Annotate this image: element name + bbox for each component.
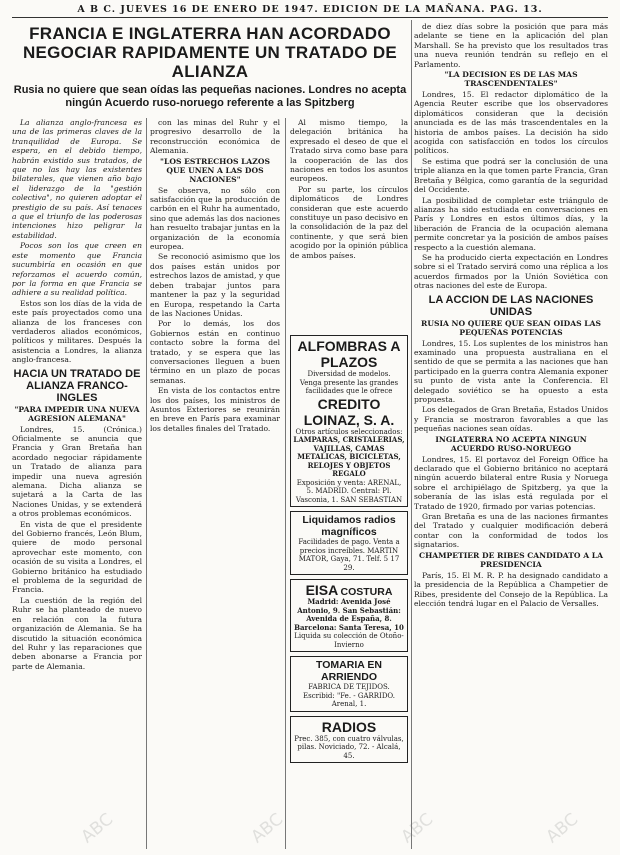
- article-paragraph: Estos son los días de la vida de este país proyectados como una alianza de los franceses con verdaderos aliados económicos, políticos y militares. Después la asistencia a Londres, la alianza anglo-francesa.: [12, 298, 142, 365]
- section-title: LA ACCION DE LAS NACIONES UNIDAS: [428, 293, 594, 318]
- ad-title: TOMARIA EN ARRIENDO: [316, 659, 382, 683]
- ad-eisa: [290, 579, 408, 652]
- section-title: "LA DECISION ES DE LAS MAS TRASCENDENTALES": [444, 70, 578, 89]
- ad-text: Facilidades de pago. Venta a precios increíbles. MARTIN MATOR, Gaya, 71. Telf. 5 17 29.: [298, 538, 400, 572]
- article-column-3: [290, 118, 408, 328]
- article-column-2: [150, 118, 280, 848]
- article-column-1: [12, 118, 142, 848]
- section-subtitle: RUSIA NO QUIERE QUE SEAN OIDAS LAS PEQUEÑAS POTENCIAS: [421, 318, 601, 337]
- ad-subtitle: COSTURA: [340, 586, 393, 598]
- watermark-stamp: ABC: [542, 809, 583, 848]
- advertisements: [290, 335, 408, 848]
- ad-text: Madrid: Avenida José Antonio, 9. San Sebastián: Avenida de España, 8. Barcelona: Santa Teresa, 10: [294, 597, 404, 632]
- ad-subtitle: Otros artículos seleccionados:: [295, 427, 403, 436]
- page-header: A B C. JUEVES 16 DE ENERO DE 1947. EDICION DE LA MAÑANA. PAG. 13.: [12, 4, 608, 18]
- section-title: "LOS ESTRECHOS LAZOS QUE UNEN A LAS DOS NACIONES": [160, 156, 270, 184]
- article-paragraph: Los delegados de Gran Bretaña, Estados Unidos y Francia se mostraron favorables a que las pequeñas naciones sean oídas.: [414, 405, 608, 434]
- article-paragraph: En vista de que el presidente del Gobierno francés, León Blum, quiere de modo personal aprovechar este momento, con ocasión de su visita a Londres, el Gobierno británico ha estudiado el problema de la seguridad de Francia.: [12, 519, 142, 595]
- ad-radios: [290, 511, 408, 575]
- ad-radios-2: [290, 716, 408, 764]
- column-rule: [146, 118, 147, 849]
- ad-text: LAMPARAS, CRISTALERIAS, VAJILLAS, CAMAS METALICAS, BICICLETAS, RELOJES Y OBJETOS REGALO: [293, 435, 405, 478]
- ad-alfombras: [290, 335, 408, 507]
- ad-title: CREDITO LOINAZ, S. A.: [303, 395, 395, 428]
- ad-subtitle: Diversidad de modelos.: [307, 370, 391, 378]
- article-paragraph: La cuestión de la región del Ruhr se ha planteado de nuevo en relación con la futura organización de Alemania. Se ha discutido la situación económica del Ruhr y las reparaciones que deben abonarse a Francia por parte de Alemania.: [12, 595, 142, 671]
- article-paragraph: Se observa, no sólo con satisfacción que la producción de carbón en el Ruhr ha aumentado, sino que además las dos naciones han resuelto trabajar juntas en la organización de la economía europea.: [150, 185, 280, 252]
- article-paragraph: con las minas del Ruhr y el progresivo desarrollo de la reconstrucción económica de Alemania.: [150, 118, 280, 156]
- ad-title: ALFOMBRAS A PLAZOS: [297, 338, 401, 370]
- ad-title: Liquidamos radios magníficos: [302, 514, 396, 538]
- article-paragraph: Al mismo tiempo, la delegación británica ha expresado el deseo de que el Tratado sirva como base para la cooperación de las dos naciones en todos los asuntos europeos.: [290, 118, 408, 184]
- watermark-stamp: ABC: [77, 809, 118, 848]
- article-paragraph: Por lo demás, los dos Gobiernos están en continuo contacto sobre la forma del tratado, y se espera que las conversaciones lleguen a buen término en un plazo de pocas semanas.: [150, 319, 280, 385]
- article-column-4: [414, 22, 608, 848]
- column-rule: [285, 118, 286, 849]
- section-title: CHAMPETIER DE RIBES CANDIDATO A LA PRESIDENCIA: [419, 550, 603, 569]
- ad-text: Prec. 385, con cuatro válvulas, pilas. Noviciado, 72. - Alcalá, 45.: [294, 734, 404, 760]
- ad-address: Exposición y venta: ARENAL, 5. MADRID. Central: Pl. Vasconia, 1. SAN SEBASTIAN: [295, 478, 403, 504]
- article-paragraph: Por su parte, los círculos diplomáticos de Londres consideran que este acuerdo constituye un paso decisivo en la consolidación de la paz del continente, y que será bien acogido por la opinión pública de ambos países.: [290, 184, 408, 260]
- article-paragraph: La posibilidad de completar este triángulo de alianzas ha sido estudiada en conversaciones en París y Londres en estos últimos días, y la liberación de Francia de la ocupación alemana permite concretar ya la posición de ambos países respecto a la cuestión alemana.: [414, 195, 608, 252]
- section-title: INGLATERRA NO ACEPTA NINGUN ACUERDO RUSO-NORUEGO: [435, 434, 587, 453]
- ad-title: EISA: [305, 582, 339, 598]
- ad-title: RADIOS: [321, 718, 377, 735]
- section-subtitle: "PARA IMPEDIR UNA NUEVA AGRESION ALEMANA": [14, 404, 140, 423]
- article-paragraph: La alianza anglo-francesa es una de las primeras claves de la tranquilidad de Europa. Se espera, en el debido tiempo, habrán existido sus tratados, de que no las hay las existentes bilaterales, que vienen año bajo el liderazgo de la "gestión colectiva", no quieren adoptar el prestigio de su país. Así tenaces a que el triunfo de las poderosas intenciones hizo peligrar la estabilidad.: [12, 118, 142, 240]
- article-paragraph: de diez días sobre la posición que para más adelante se tiene en la aplicación del plan Marshall. Se ha previsto que los resultados tras una nueva reunión tendrán su reflejo en el Parlamento.: [414, 22, 608, 69]
- article-paragraph: Se ha producido cierta expectación en Londres sobre si el Tratado servirá como una réplica a los acuerdos firmados por la Unión Soviética con otras naciones del este de Europa.: [414, 252, 608, 291]
- article-paragraph: Se reconoció asimismo que los dos países están unidos por estrechos lazos de amistad, y que deben trabajar juntos para mantener la paz y la seguridad en Europa, respetando la Carta de las Naciones Unidas.: [150, 252, 280, 318]
- article-paragraph: París, 15. El M. R. P. ha designado candidato a la presidencia de la República a Champetier de Ribes, presidente del Consejo de la República. La elección tendrá lugar en el Palacio de Versalles.: [414, 570, 608, 608]
- article-paragraph: En vista de los contactos entre los dos países, los ministros de Asuntos Exteriores se reunirán en breve en París para examinar los detalles finales del Tratado.: [150, 386, 280, 433]
- ad-text: FABRICA DE TEJIDOS. Escribid: "Fe. - GARRIDO. Arenal, 1.: [303, 683, 395, 708]
- watermark-stamp: ABC: [397, 809, 438, 848]
- ad-text: Venga presente las grandes facilidades que le ofrece: [299, 378, 399, 395]
- ad-note: Liquida su colección de Otoño-Invierno: [294, 632, 404, 649]
- article-paragraph: Londres, 15. El redactor diplomático de la Agencia Reuter escribe que los observadores diplomáticos consideran que la decisión anunciada es de las más trascendentales en la historia de ambos países. La decisión ha sido acogida con satisfacción en todos los círculos políticos.: [414, 90, 608, 156]
- section-title: HACIA UN TRATADO DE ALIANZA FRANCO-INGLES: [13, 367, 141, 404]
- article-paragraph: Pocos son los que creen en este momento que Francia sucumbiría en ocasión en que reforzamos el acuerdo común, por la forma en que Francia se adhiere a su realidad política.: [12, 241, 142, 298]
- article-paragraph: Se estima que podrá ser la conclusión de una triple alianza en la que tomen parte Francia, Gran Bretaña y Bélgica, como garantía de la seguridad del Occidente.: [414, 156, 608, 195]
- article-paragraph: Londres, 15. Los suplentes de los ministros han examinado una propuesta australiana en el sentido de que se permita a las naciones que han participado en la guerra contra Alemania exponer su punto de vista ante la Conferencia. El delegado soviético se ha opuesto a esta propuesta.: [414, 338, 608, 404]
- article-paragraph: Londres, 15. (Crónica.) Oficialmente se anuncia que Francia y Gran Bretaña han acordado negociar rápidamente un Tratado de alianza para impedir una nueva agresión alemana. Dicha alianza se sujetará a la Carta de las Naciones Unidas, y se extenderá a otros problemas económicos.: [12, 424, 142, 519]
- sub-headline: Rusia no quiere que sean oídas las pequeñas naciones. Londres no acepta ningún Acuerdo ruso-noruego referente a las Spitzberg: [13, 84, 407, 109]
- main-headline: FRANCIA E INGLATERRA HAN ACORDADO NEGOCIAR RAPIDAMENTE UN TRATADO DE ALIANZA: [22, 24, 398, 81]
- ad-tomaria: [290, 656, 408, 712]
- article-paragraph: Gran Bretaña es una de las naciones firmantes del Tratado y cualquier modificación deberá contar con la conformidad de todos los signatarios.: [414, 512, 608, 550]
- article-paragraph: Londres, 15. El portavoz del Foreign Office ha declarado que el Gobierno británico no aceptará ningún acuerdo bilateral entre Rusia y Noruega sobre el archipiélago de Spitzberg, ya que la soberanía de las islas está regulada por el Tratado de 1920, firmado por varias potencias.: [414, 454, 608, 511]
- column-rule: [411, 20, 412, 849]
- watermark-stamp: ABC: [247, 809, 288, 848]
